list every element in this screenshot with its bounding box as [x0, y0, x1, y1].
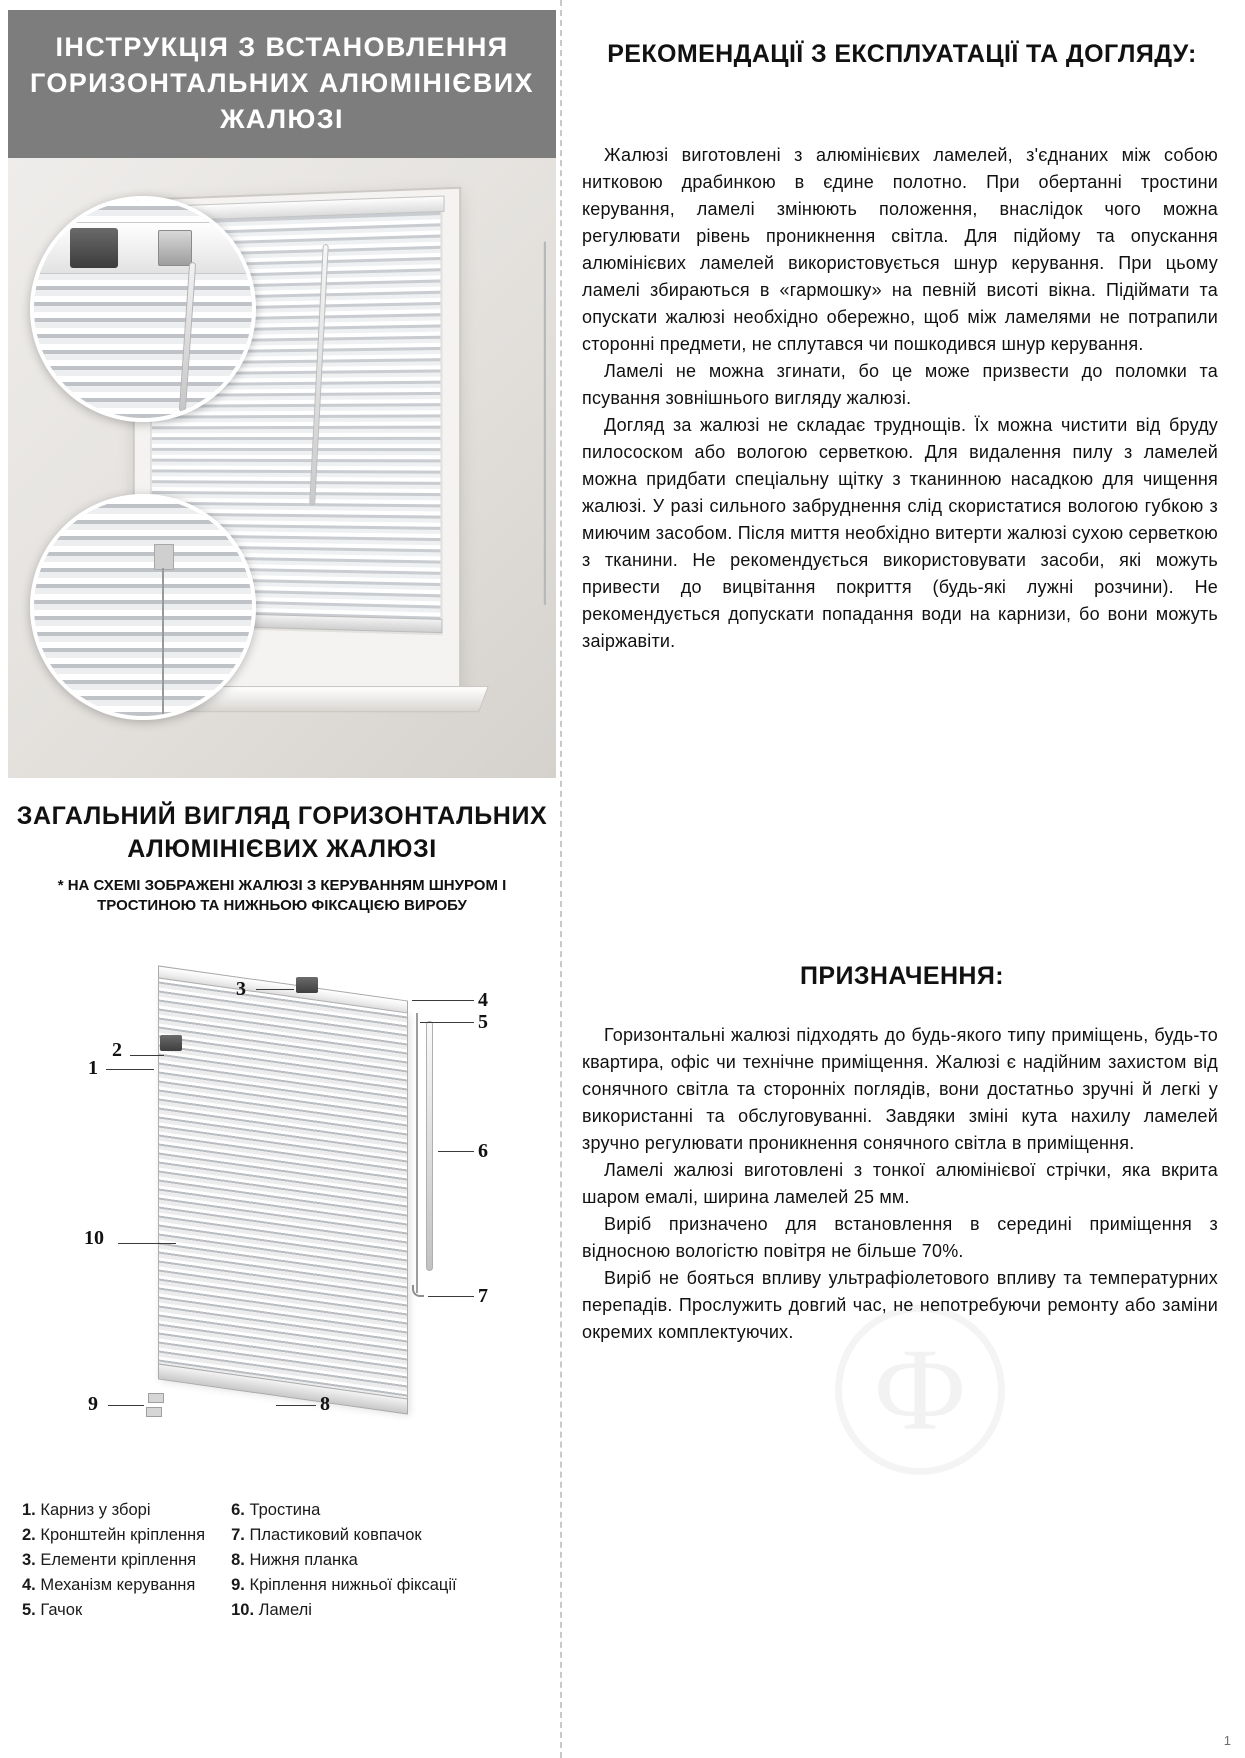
callout-cord-lock	[154, 544, 174, 570]
purpose-paragraph: Виріб призначено для встановлення в середині приміщення з відносною вологістю повітря не більше 70%.	[582, 1214, 1218, 1261]
legend-item	[231, 1498, 457, 1523]
care-section-body	[582, 142, 1218, 655]
diagram-wand	[426, 1021, 433, 1271]
control-cord	[544, 242, 546, 605]
diagram-label-1: 1	[88, 1057, 98, 1079]
care-paragraph: Догляд за жалюзі не складає труднощів. Їх можна чистити від бруду пилососком або вологою серветкою. Для видалення пилу з ламелей можна придбати спеціальну щітку з тканинною насадкою для чищення жалюзі. У разі сильного забруднення слід скористатися вологою губкою з миючим засобом. Після миття необхідно витерти жалюзі сухою серветкою з тканини. Не рекомендується використовувати засоби, які можуть привести до вицвітання покриття (будь-які лужні розчини). Не рекомендується допускати попадання води на карнизи, бо вони можуть заіржавіти.	[582, 415, 1218, 651]
purpose-section-body	[582, 1022, 1218, 1346]
legend-item	[231, 1573, 457, 1598]
purpose-paragraph: Ламелі жалюзі виготовлені з тонкої алюмінієвої стрічки, яка вкрита шаром емалі, ширина ламелей 25 мм.	[582, 1160, 1218, 1207]
diagram-label-3: 3	[236, 978, 246, 1000]
general-view-heading	[8, 800, 556, 915]
legend-label: Механізм керування	[40, 1576, 196, 1595]
callout-headrail	[34, 222, 252, 274]
diagram-label-8: 8	[320, 1393, 330, 1415]
leader-7	[428, 1296, 474, 1297]
leader-9	[108, 1405, 144, 1406]
diagram-bottom-clip-b	[146, 1407, 162, 1417]
instruction-header	[8, 10, 556, 158]
diagram-label-9: 9	[88, 1393, 98, 1415]
legend-item	[22, 1498, 205, 1523]
legend-item	[22, 1523, 205, 1548]
left-column	[0, 0, 556, 1758]
callout-bracket	[70, 228, 118, 268]
care-paragraph: Жалюзі виготовлені з алюмінієвих ламелей, з'єднаних між собою нитковою драбинкою в єдине полотно. При обертанні тростини керування, ламелі змінюють положення, внаслідок чого можна регулювати рівень проникнення світла. Для підйому та опускання алюмінієвих ламелей використовується шнур керування. При цьому ламелі збираються в «гармошку» на певній висоті вікна. Підіймати та опускати жалюзі необхідно обережно, щоб між ламелями не потрапили сторонні предмети, не сплутався чи пошкодився шнур керування.	[582, 145, 1218, 354]
leader-6	[438, 1151, 474, 1152]
legend-item	[22, 1548, 205, 1573]
legend-label: Нижня планка	[249, 1551, 358, 1570]
blind-diagram	[8, 975, 556, 1465]
diagram-hook	[412, 1285, 424, 1297]
callout-cord	[162, 568, 164, 718]
legend-label: Карниз у зборі	[40, 1501, 151, 1519]
leader-5	[420, 1022, 474, 1023]
diagram-label-5: 5	[478, 1011, 488, 1033]
leader-8	[276, 1405, 316, 1406]
callout-headrail-detail	[30, 196, 256, 422]
purpose-section-title: ПРИЗНАЧЕННЯ:	[800, 962, 1004, 990]
legend-number: 3.	[22, 1551, 36, 1570]
legend-number: 5.	[22, 1601, 36, 1620]
page-number: 1	[1223, 1733, 1231, 1748]
general-view-note: * НА СХЕМІ ЗОБРАЖЕНІ ЖАЛЮЗІ З КЕРУВАННЯМ ШНУРОМ І ТРОСТИНОЮ ТА НИЖНЬОЮ ФІКСАЦІЄЮ ВИРОБУ	[57, 877, 507, 914]
diagram-cord	[416, 1013, 418, 1293]
legend-label: Пластиковий ковпачок	[249, 1526, 422, 1545]
legend-label: Елементи кріплення	[40, 1551, 197, 1570]
leader-1	[106, 1069, 154, 1070]
callout-mechanism	[158, 230, 192, 266]
diagram-label-7: 7	[478, 1285, 488, 1307]
page-title: ІНСТРУКЦІЯ З ВСТАНОВЛЕННЯ ГОРИЗОНТАЛЬНИХ АЛЮМІНІЄВИХ ЖАЛЮЗІ	[30, 32, 534, 134]
legend-label: Кронштейн кріплення	[40, 1526, 206, 1545]
watermark-bottom: Ф	[835, 1305, 1005, 1475]
legend-label: Тростина	[249, 1501, 321, 1519]
care-paragraph: Ламелі не можна згинати, бо це може призвести до поломки та псування зовнішнього вигляду жалюзі.	[582, 361, 1218, 408]
legend-number: 7.	[231, 1526, 245, 1545]
legend-item	[231, 1598, 457, 1623]
legend-column-left	[22, 1498, 205, 1623]
legend-number: 8.	[231, 1551, 245, 1570]
legend-number: 6.	[231, 1501, 245, 1519]
general-view-title: ЗАГАЛЬНИЙ ВИГЛЯД ГОРИЗОНТАЛЬНИХ АЛЮМІНІЄВИХ ЖАЛЮЗІ	[16, 802, 548, 863]
legend-number: 4.	[22, 1576, 36, 1595]
legend-label: Кріплення нижньої фіксації	[249, 1576, 457, 1595]
leader-4	[412, 1000, 474, 1001]
legend-label: Гачок	[40, 1601, 83, 1620]
installation-photo	[8, 158, 556, 778]
leader-2	[130, 1055, 164, 1056]
leader-10	[118, 1243, 176, 1244]
legend-item	[231, 1523, 457, 1548]
diagram-bracket-right	[296, 977, 318, 993]
diagram-label-2: 2	[112, 1039, 122, 1061]
diagram-legend	[22, 1498, 548, 1623]
care-section-title: РЕКОМЕНДАЦІЇ З ЕКСПЛУАТАЦІЇ ТА ДОГЛЯДУ:	[607, 40, 1197, 68]
legend-item	[22, 1573, 205, 1598]
leader-3	[256, 989, 294, 990]
diagram-bottom-clip-a	[148, 1393, 164, 1403]
legend-item	[231, 1548, 457, 1573]
diagram-label-4: 4	[478, 989, 488, 1011]
purpose-paragraph: Горизонтальні жалюзі підходять до будь-якого типу приміщень, будь-то квартира, офіс чи технічне приміщення. Жалюзі є надійним захистом від сонячного світла та сторонніх поглядів, вони достатньо зручні й легкі у використанні та обслуговуванні. Завдяки зміні кута нахилу ламелей зручно регулювати проникнення сонячного світла в приміщення.	[582, 1025, 1218, 1153]
legend-number: 9.	[231, 1576, 245, 1595]
legend-number: 1.	[22, 1501, 36, 1519]
diagram-bracket-left	[160, 1035, 182, 1051]
callout-slat-detail	[30, 494, 256, 720]
page-divider	[560, 0, 562, 1758]
legend-number: 2.	[22, 1526, 36, 1545]
callout-slats-closeup	[34, 498, 252, 716]
purpose-paragraph: Виріб не бояться впливу ультрафіолетового впливу та температурних перепадів. Прослужить довгий час, не непотребуючи ремонту або заміни окремих комплектуючих.	[582, 1268, 1218, 1342]
diagram-label-10: 10	[84, 1227, 104, 1249]
legend-label: Ламелі	[258, 1601, 312, 1620]
legend-number: 10.	[231, 1601, 255, 1620]
right-column	[582, 0, 1222, 1758]
legend-column-right	[231, 1498, 457, 1623]
legend-item	[22, 1598, 205, 1623]
diagram-label-6: 6	[478, 1140, 488, 1162]
diagram-slats	[158, 977, 408, 1412]
